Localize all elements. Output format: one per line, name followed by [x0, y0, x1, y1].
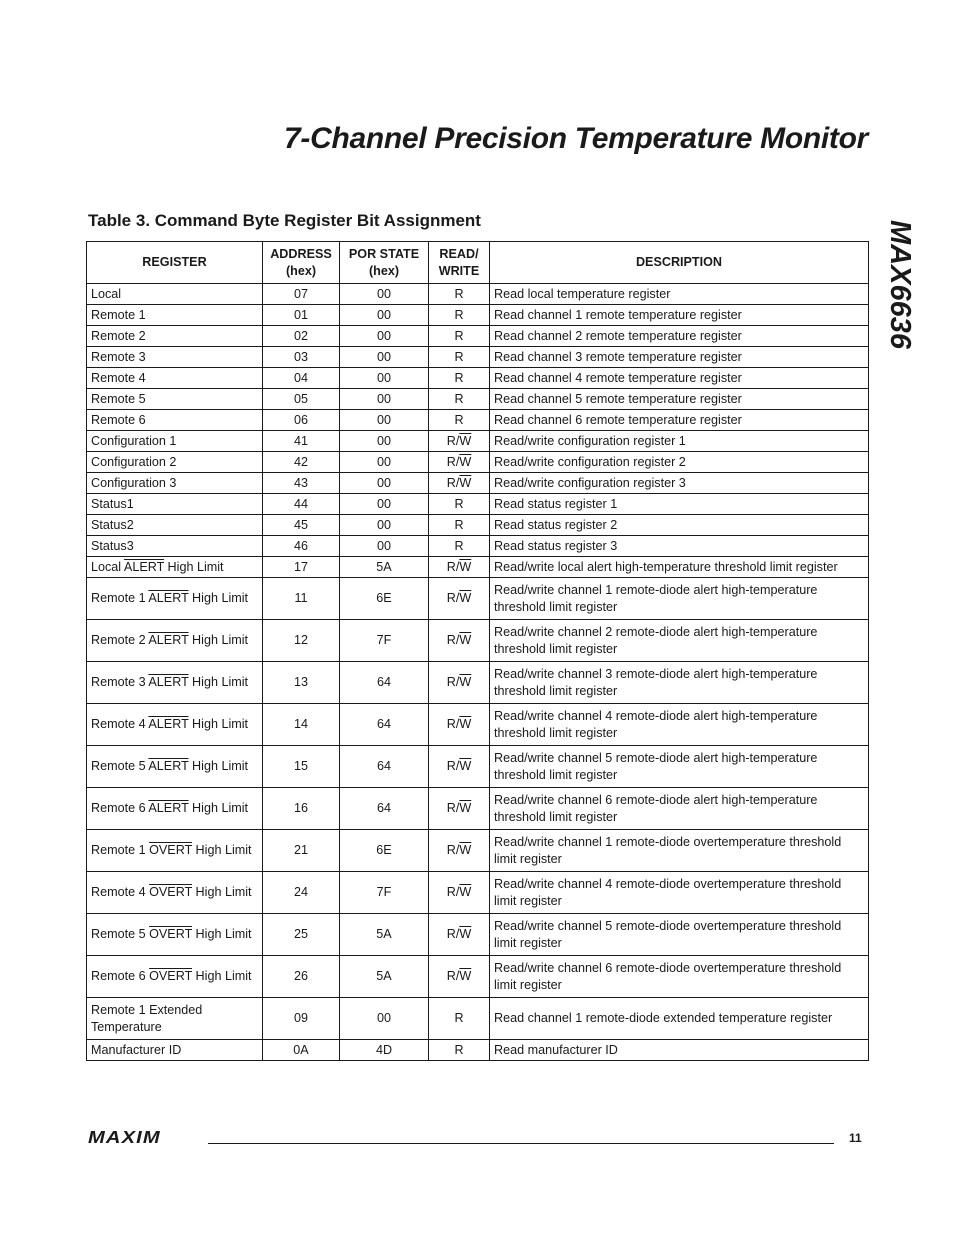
read-write-text: R [454, 496, 464, 511]
address-cell: 04 [263, 368, 340, 389]
read-write-text: R [454, 328, 464, 343]
read-write-text: R [454, 538, 464, 553]
description-cell: Read channel 2 remote temperature register [490, 326, 869, 347]
table-row [87, 746, 869, 788]
register-name-suffix: High Limit [192, 843, 252, 857]
register-signal-overbar: OVERT [149, 843, 193, 857]
description-cell: Read channel 1 remote temperature register [490, 305, 869, 326]
por-state-cell: 6E [340, 830, 429, 872]
table-header-row [87, 242, 869, 284]
description-cell: Read status register 3 [490, 536, 869, 557]
table-row [87, 326, 869, 347]
por-state-cell: 64 [340, 746, 429, 788]
write-overbar: $\overline{W}$ [459, 591, 472, 605]
description-cell: Read/write channel 5 remote-diode alert high-temperature threshold limit register [490, 746, 869, 788]
address-cell: 24 [263, 872, 340, 914]
description-cell: Read channel 3 remote temperature register [490, 347, 869, 368]
column-header-address-line1: ADDRESS [270, 246, 332, 261]
read-write-text: R/ [446, 969, 460, 983]
description-cell: Read/write local alert high-temperature threshold limit register [490, 557, 869, 578]
read-write-cell [429, 473, 490, 494]
side-part-number: MAX6636 [884, 220, 916, 349]
table-row [87, 872, 869, 914]
description-cell: Read/write channel 6 remote-diode overtemperature threshold limit register [490, 956, 869, 998]
table-row [87, 956, 869, 998]
description-cell: Read/write configuration register 2 [490, 452, 869, 473]
address-cell: 05 [263, 389, 340, 410]
read-write-text: R/ [446, 843, 460, 857]
register-cell [87, 746, 263, 788]
por-state-cell: 00 [340, 452, 429, 473]
read-write-cell [429, 347, 490, 368]
read-write-cell [429, 326, 490, 347]
register-name-text: Remote 5 [91, 759, 149, 773]
column-header-address-line2: (hex) [285, 263, 317, 278]
read-write-text: R [454, 1011, 464, 1025]
maxim-logo [88, 1129, 200, 1151]
address-cell: 16 [263, 788, 340, 830]
description-cell: Read channel 4 remote temperature register [490, 368, 869, 389]
read-write-text: R [454, 349, 464, 364]
column-header-address [263, 242, 340, 284]
register-name-text: Local [91, 286, 122, 301]
por-state-cell: 00 [340, 284, 429, 305]
write-overbar: $\overline{W}$ [459, 475, 472, 490]
maxim-logo-graphic [88, 1129, 200, 1146]
register-cell [87, 557, 263, 578]
register-name-text: Remote 4 [91, 370, 146, 385]
por-state-cell: 64 [340, 788, 429, 830]
register-cell [87, 326, 263, 347]
register-name-text: Status1 [91, 496, 134, 511]
por-state-cell: 00 [340, 431, 429, 452]
table-row [87, 578, 869, 620]
register-name-text: Configuration 3 [91, 475, 177, 490]
address-cell: 15 [263, 746, 340, 788]
register-signal-overbar: ALERT [148, 801, 189, 815]
read-write-text: R/ [446, 927, 460, 941]
address-cell: 41 [263, 431, 340, 452]
por-state-cell: 00 [340, 494, 429, 515]
write-overbar: $\overline{W}$ [459, 633, 472, 647]
por-state-cell: 4D [340, 1040, 429, 1061]
address-cell: 12 [263, 620, 340, 662]
read-write-text: R/ [446, 454, 460, 469]
read-write-cell [429, 557, 490, 578]
read-write-cell [429, 830, 490, 872]
register-cell [87, 284, 263, 305]
por-state-cell: 00 [340, 389, 429, 410]
description-cell: Read channel 6 remote temperature register [490, 410, 869, 431]
register-name-suffix: High Limit [188, 801, 249, 815]
register-cell [87, 704, 263, 746]
table-row [87, 557, 869, 578]
register-name-suffix: High Limit [164, 559, 224, 574]
register-cell [87, 536, 263, 557]
table-row [87, 368, 869, 389]
register-table-body [87, 284, 869, 1061]
por-state-cell: 7F [340, 872, 429, 914]
write-overbar: $\overline{W}$ [459, 885, 472, 899]
address-cell: 0A [263, 1040, 340, 1061]
por-state-cell: 64 [340, 704, 429, 746]
read-write-cell [429, 536, 490, 557]
table-row [87, 1040, 869, 1061]
read-write-text: R/ [446, 759, 460, 773]
register-name-suffix: High Limit [192, 885, 252, 899]
por-state-cell: 00 [340, 326, 429, 347]
table-row [87, 494, 869, 515]
write-overbar: $\overline{W}$ [459, 759, 472, 773]
description-cell: Read/write channel 6 remote-diode alert high-temperature threshold limit register [490, 788, 869, 830]
read-write-cell [429, 914, 490, 956]
table-row [87, 347, 869, 368]
register-name-text: Remote 5 [91, 927, 150, 941]
description-cell: Read/write channel 4 remote-diode alert high-temperature threshold limit register [490, 704, 869, 746]
read-write-text: R [454, 517, 464, 532]
register-name-text: Remote 4 [91, 717, 149, 731]
address-cell: 03 [263, 347, 340, 368]
address-cell: 11 [263, 578, 340, 620]
description-cell: Read local temperature register [490, 284, 869, 305]
register-cell [87, 620, 263, 662]
por-state-cell: 00 [340, 347, 429, 368]
por-state-cell: 00 [340, 305, 429, 326]
read-write-text: R/ [446, 475, 460, 490]
read-write-cell [429, 431, 490, 452]
write-overbar: $\overline{W}$ [459, 843, 472, 857]
address-cell: 02 [263, 326, 340, 347]
table-row [87, 662, 869, 704]
read-write-cell [429, 1040, 490, 1061]
description-cell: Read/write channel 3 remote-diode alert high-temperature threshold limit register [490, 662, 869, 704]
table-row [87, 830, 869, 872]
register-name-text: Remote 1 Extended Temperature [91, 1002, 203, 1034]
register-name-text: Remote 1 [91, 591, 149, 605]
write-overbar: $\overline{W}$ [459, 559, 472, 574]
register-signal-overbar: OVERT [149, 969, 193, 983]
address-cell: 45 [263, 515, 340, 536]
read-write-cell [429, 305, 490, 326]
column-header-por-line1: POR STATE [348, 246, 420, 261]
table-row [87, 389, 869, 410]
address-cell: 44 [263, 494, 340, 515]
read-write-cell [429, 704, 490, 746]
address-cell: 21 [263, 830, 340, 872]
table-row [87, 788, 869, 830]
write-overbar: $\overline{W}$ [459, 927, 472, 941]
read-write-cell [429, 872, 490, 914]
description-cell: Read/write channel 4 remote-diode overtemperature threshold limit register [490, 872, 869, 914]
read-write-cell [429, 662, 490, 704]
register-cell [87, 389, 263, 410]
por-state-cell: 00 [340, 473, 429, 494]
register-cell [87, 872, 263, 914]
register-name-text: Status3 [91, 538, 134, 553]
document-title: 7-Channel Precision Temperature Monitor [284, 122, 868, 155]
write-overbar: $\overline{W}$ [459, 433, 472, 448]
por-state-cell: 00 [340, 410, 429, 431]
write-overbar: $\overline{W}$ [459, 675, 472, 689]
register-name-suffix: High Limit [192, 927, 252, 941]
register-cell [87, 515, 263, 536]
por-state-cell: 5A [340, 557, 429, 578]
column-header-read-write [429, 242, 490, 284]
table-row [87, 515, 869, 536]
register-signal-overbar: ALERT [148, 675, 189, 689]
register-name-suffix: High Limit [192, 969, 252, 983]
read-write-cell [429, 998, 490, 1040]
write-overbar: $\overline{W}$ [459, 969, 472, 983]
address-cell: 25 [263, 914, 340, 956]
write-overbar: $\overline{W}$ [459, 454, 472, 469]
register-name-suffix: High Limit [188, 633, 249, 647]
maxim-logo-wordmark: MAXIM [88, 1129, 161, 1146]
register-cell [87, 662, 263, 704]
register-name-text: Remote 2 [91, 328, 146, 343]
register-name-text: Remote 4 [91, 885, 150, 899]
register-table [86, 241, 869, 1061]
address-cell: 42 [263, 452, 340, 473]
description-cell: Read status register 1 [490, 494, 869, 515]
read-write-text: R [454, 286, 464, 301]
read-write-text: R/ [446, 633, 460, 647]
por-state-cell: 6E [340, 578, 429, 620]
read-write-cell [429, 284, 490, 305]
table-row [87, 431, 869, 452]
table-row [87, 452, 869, 473]
por-state-cell: 5A [340, 956, 429, 998]
register-signal-overbar: ALERT [123, 559, 165, 574]
register-cell [87, 956, 263, 998]
column-header-register: REGISTER [87, 242, 263, 284]
address-cell: 13 [263, 662, 340, 704]
page-number: 11 [849, 1131, 862, 1145]
read-write-text: R/ [446, 717, 460, 731]
read-write-cell [429, 956, 490, 998]
address-cell: 26 [263, 956, 340, 998]
description-cell: Read/write channel 2 remote-diode alert high-temperature threshold limit register [490, 620, 869, 662]
table-row [87, 410, 869, 431]
register-name-text: Remote 3 [91, 349, 146, 364]
address-cell: 07 [263, 284, 340, 305]
write-overbar: $\overline{W}$ [459, 717, 472, 731]
register-name-text: Configuration 2 [91, 454, 177, 469]
address-cell: 17 [263, 557, 340, 578]
register-cell [87, 347, 263, 368]
description-cell: Read/write channel 5 remote-diode overtemperature threshold limit register [490, 914, 869, 956]
register-name-suffix: High Limit [188, 675, 249, 689]
register-cell [87, 494, 263, 515]
read-write-text: R [454, 307, 464, 322]
read-write-cell [429, 410, 490, 431]
table-row [87, 284, 869, 305]
read-write-text: R [454, 412, 464, 427]
register-name-text: Configuration 1 [91, 433, 177, 448]
read-write-cell [429, 788, 490, 830]
read-write-text: R/ [446, 801, 460, 815]
address-cell: 09 [263, 998, 340, 1040]
table-row [87, 998, 869, 1040]
footer-divider [208, 1143, 834, 1144]
table-row [87, 620, 869, 662]
read-write-cell [429, 389, 490, 410]
register-name-suffix: High Limit [188, 717, 249, 731]
register-signal-overbar: ALERT [148, 633, 189, 647]
register-signal-overbar: OVERT [149, 885, 193, 899]
register-cell [87, 998, 263, 1040]
address-cell: 06 [263, 410, 340, 431]
read-write-text: R/ [446, 559, 460, 574]
read-write-cell [429, 746, 490, 788]
register-name-text: Local [91, 559, 124, 574]
register-cell [87, 830, 263, 872]
write-overbar: $\overline{W}$ [459, 801, 472, 815]
register-name-text: Remote 6 [91, 801, 149, 815]
register-cell [87, 473, 263, 494]
table-title: Table 3. Command Byte Register Bit Assignment [88, 211, 481, 230]
por-state-cell: 00 [340, 368, 429, 389]
register-name-suffix: High Limit [188, 759, 249, 773]
register-name-text: Remote 6 [91, 969, 150, 983]
table-row [87, 536, 869, 557]
register-cell [87, 578, 263, 620]
read-write-text: R/ [446, 885, 460, 899]
read-write-text: R [454, 1042, 464, 1057]
por-state-cell: 5A [340, 914, 429, 956]
por-state-cell: 00 [340, 515, 429, 536]
register-signal-overbar: OVERT [149, 927, 193, 941]
por-state-cell: 00 [340, 998, 429, 1040]
register-cell [87, 431, 263, 452]
table-row [87, 914, 869, 956]
read-write-cell [429, 578, 490, 620]
description-cell: Read/write channel 1 remote-diode alert high-temperature threshold limit register [490, 578, 869, 620]
column-header-por-state [340, 242, 429, 284]
register-cell [87, 1040, 263, 1061]
register-name-text: Remote 3 [91, 675, 149, 689]
register-cell [87, 368, 263, 389]
por-state-cell: 00 [340, 536, 429, 557]
por-state-cell: 7F [340, 620, 429, 662]
description-cell: Read channel 5 remote temperature register [490, 389, 869, 410]
read-write-cell [429, 515, 490, 536]
read-write-cell [429, 452, 490, 473]
register-name-text: Remote 6 [91, 412, 146, 427]
column-header-por-line2: (hex) [368, 263, 400, 278]
read-write-cell [429, 494, 490, 515]
register-name-suffix: High Limit [188, 591, 249, 605]
description-cell: Read channel 1 remote-diode extended temperature register [490, 998, 869, 1040]
read-write-cell [429, 368, 490, 389]
address-cell: 43 [263, 473, 340, 494]
description-cell: Read/write configuration register 1 [490, 431, 869, 452]
address-cell: 01 [263, 305, 340, 326]
description-cell: Read manufacturer ID [490, 1040, 869, 1061]
register-name-text: Remote 1 [91, 307, 146, 322]
register-name-text: Status2 [91, 517, 134, 532]
register-name-text: Remote 5 [91, 391, 146, 406]
register-cell [87, 305, 263, 326]
register-signal-overbar: ALERT [148, 759, 189, 773]
address-cell: 14 [263, 704, 340, 746]
address-cell: 46 [263, 536, 340, 557]
register-name-text: Manufacturer ID [91, 1042, 182, 1057]
description-cell: Read/write configuration register 3 [490, 473, 869, 494]
register-cell [87, 914, 263, 956]
por-state-cell: 64 [340, 662, 429, 704]
register-name-text: Remote 2 [91, 633, 149, 647]
column-header-rw-line1: READ/ [439, 246, 479, 261]
read-write-text: R/ [446, 433, 460, 448]
register-signal-overbar: ALERT [148, 717, 189, 731]
read-write-text: R/ [446, 591, 460, 605]
register-cell [87, 788, 263, 830]
register-cell [87, 452, 263, 473]
table-row [87, 305, 869, 326]
column-header-rw-line2: WRITE [438, 263, 480, 278]
table-row [87, 473, 869, 494]
register-cell [87, 410, 263, 431]
read-write-text: R [454, 370, 464, 385]
description-cell: Read/write channel 1 remote-diode overtemperature threshold limit register [490, 830, 869, 872]
read-write-text: R/ [446, 675, 460, 689]
read-write-cell [429, 620, 490, 662]
register-name-text: Remote 1 [91, 843, 150, 857]
table-row [87, 704, 869, 746]
column-header-description: DESCRIPTION [490, 242, 869, 284]
register-signal-overbar: ALERT [148, 591, 189, 605]
read-write-text: R [454, 391, 464, 406]
description-cell: Read status register 2 [490, 515, 869, 536]
